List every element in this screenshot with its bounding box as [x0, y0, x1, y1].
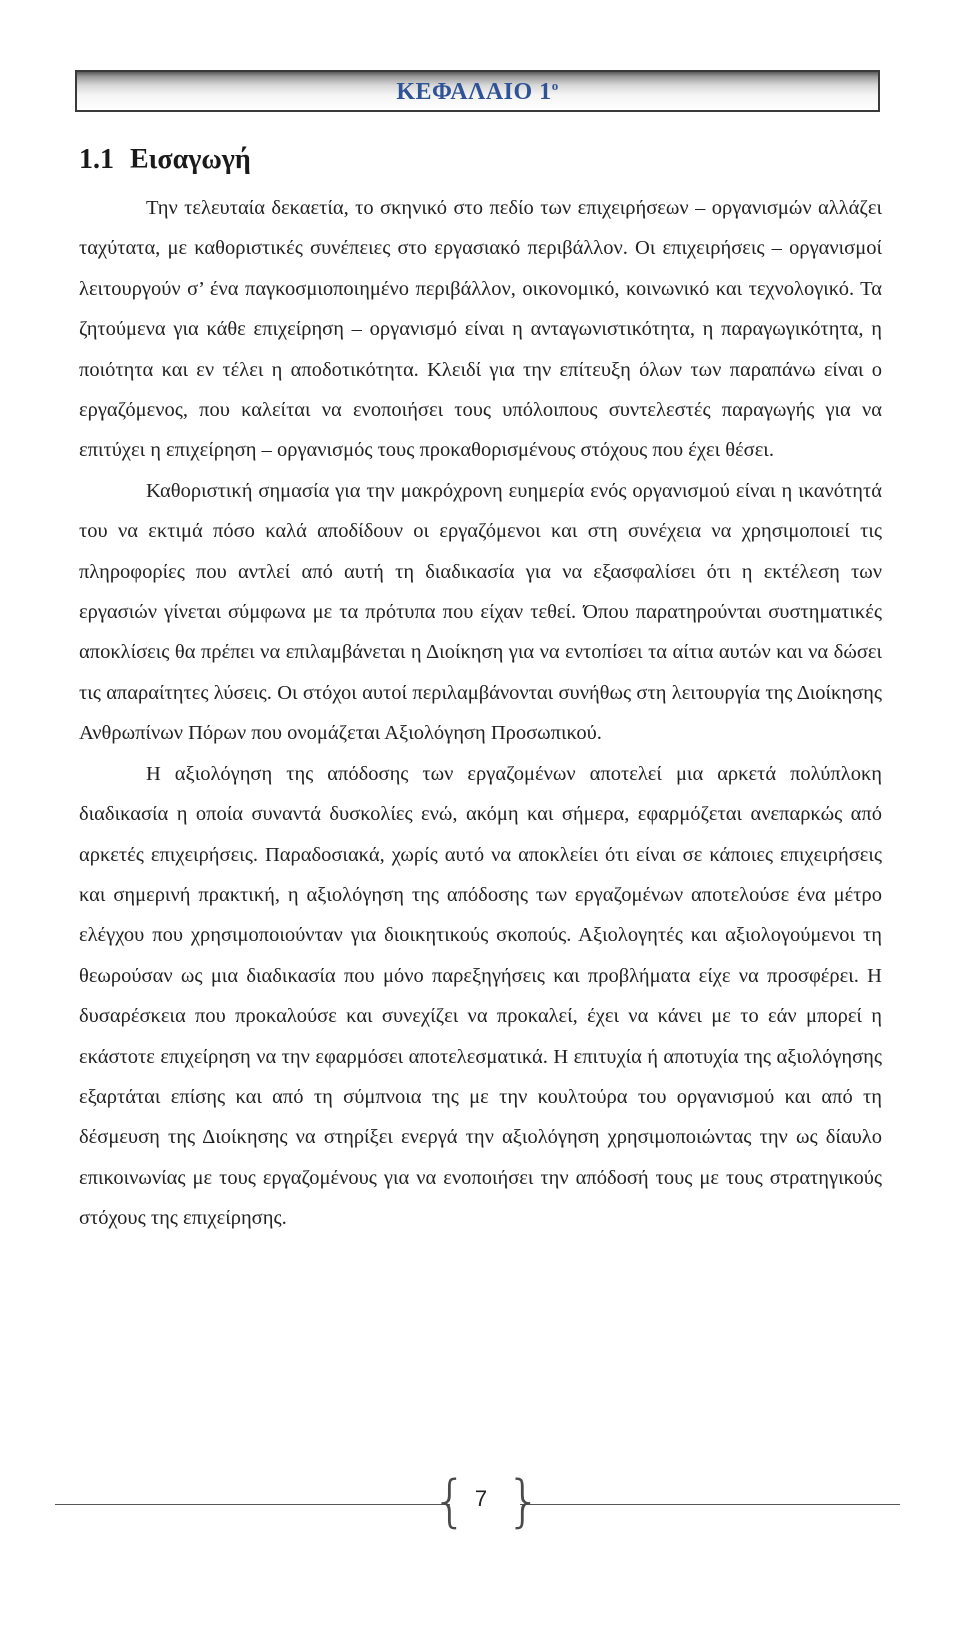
paragraph: Την τελευταία δεκαετία, το σκηνικό στο πεδίο των επιχειρήσεων – οργανισμών αλλάζει ταχύτατα, με καθοριστικές συνέπειες στο εργασιακό περιβάλλον. Οι επιχειρήσεις – οργανισμοί λειτουργούν σ’ ένα παγκοσμιοποιημένο περιβάλλον, οικονομικό, κοινωνικό και τεχνολογικό. Τα ζητούμενα για κάθε επιχείρηση – οργανισμό είναι η ανταγωνιστικότητα, η παραγωγικότητα, η ποιότητα και εν τέλει η αποδοτικότητα. Κλειδί για την επίτευξη όλων των παραπάνω είναι ο εργαζόμενος, που καλείται να ενοποιήσει τους υπόλοιπους συντελεστές παραγωγής για να επιτύχει η επιχείρηση – οργανισμός τους προκαθορισμένους στόχους που έχει θέσει. — [79, 197, 882, 462]
paragraph: Καθοριστική σημασία για την μακρόχρονη ευημερία ενός οργανισμού είναι η ικανότητά του να εκτιμά πόσο καλά αποδίδουν οι εργαζόμενοι και στη συνέχεια να χρησιμοποιεί τις πληροφορίες που αντλεί από αυτή τη διαδικασία για να εξασφαλίσει ότι η εκτέλεση των εργασιών γίνεται σύμφωνα με τα πρότυπα που είχαν τεθεί. Όπου παρατηρούνται συστηματικές αποκλίσεις θα πρέπει να επιλαμβάνεται η Διοίκηση για να εντοπίσει τα αίτια αυτών και να δώσει τις απαραίτητες λύσεις. Οι στόχοι αυτοί περιλαμβάνονται συνήθως στη λειτουργία της Διοίκησης Ανθρωπίνων Πόρων που ονομάζεται Αξιολόγηση Προσωπικού. — [79, 479, 882, 745]
paragraph: Η αξιολόγηση της απόδοσης των εργαζομένων αποτελεί μια αρκετά πολύπλοκη διαδικασία η οποία συναντά δυσκολίες ενώ, ακόμη και σήμερα, εφαρμόζεται ανεπαρκώς από αρκετές επιχειρήσεις. Παραδοσιακά, χωρίς αυτό να αποκλείει ότι είναι σε κάποιες επιχειρήσεις και σημερινή πρακτική, η αξιολόγηση της απόδοσης των εργαζομένων αποτελούσε ένα μέτρο ελέγχου που χρησιμοποιούνταν για διοικητικούς σκοπούς. Αξιολογητές και αξιολογούμενοι τη θεωρούσαν ως μια διαδικασία που μόνο παρεξηγήσεις και προβλήματα είχε να προσφέρει. Η δυσαρέσκεια που προκαλούσε και συνεχίζει να προκαλεί, έχει να κάνει με το εάν μπορεί η εκάστοτε επιχείρηση να την εφαρμόσει αποτελεσματικά. Η επιτυχία ή αποτυχία της αξιολόγησης εξαρτάται επίσης και από τη σύμπνοια της με την κουλτούρα του οργανισμού και από τη δέσμευση της Διοίκησης να στηρίξει ενεργά την αξιολόγηση χρησιμοποιώντας την ως δίαυλο επικοινωνίας με τους εργαζομένους για να ενοποιήσει την απόδοσή τους με τους στρατηγικούς στόχους της επιχείρησης. — [79, 762, 882, 1230]
footer-rule-left — [55, 1504, 450, 1505]
right-brace-icon: } — [506, 1469, 542, 1534]
chapter-title-superscript: ο — [551, 78, 559, 93]
footer-rule-right — [520, 1504, 900, 1505]
page-number: 7 — [474, 1486, 488, 1511]
section-number: 1.1 — [79, 144, 114, 175]
section-heading — [79, 144, 251, 176]
page-footer — [0, 1460, 960, 1550]
body-text — [79, 188, 882, 1239]
left-brace-icon: { — [432, 1469, 468, 1534]
chapter-title — [77, 78, 878, 106]
chapter-title-text: ΚΕΦΑΛΑΙΟ 1 — [396, 79, 552, 105]
section-title: Εισαγωγή — [130, 144, 251, 175]
chapter-banner — [75, 70, 880, 112]
